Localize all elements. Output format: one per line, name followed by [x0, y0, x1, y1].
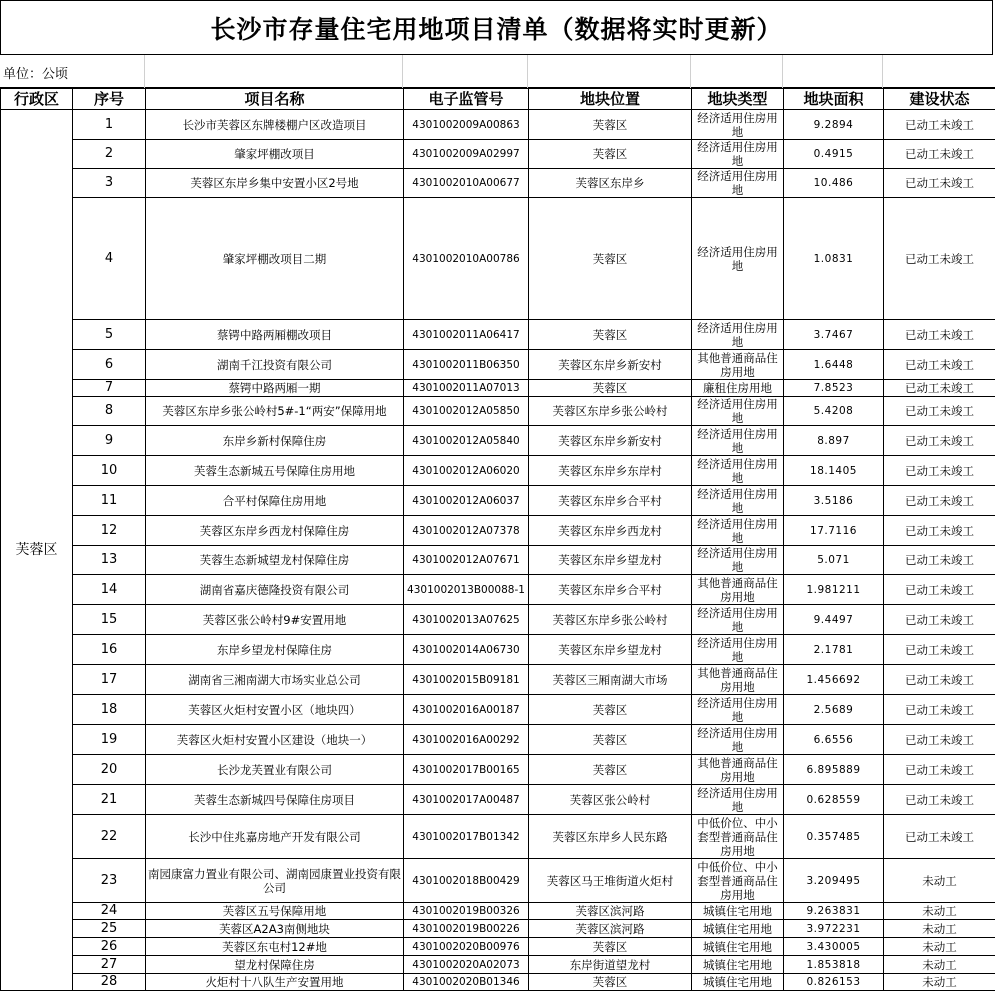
location-cell: 芙蓉区东岸乡新安村 [529, 350, 692, 380]
supervision-id-cell: 4301002018B00429 [404, 859, 529, 903]
project-name-cell: 芙蓉生态新城四号保障住房项目 [146, 785, 404, 815]
row-number: 17 [73, 665, 146, 695]
row-number: 6 [73, 350, 146, 380]
project-name-cell: 芙蓉区东岸乡集中安置小区2号地 [146, 169, 404, 198]
land-type-cell: 中低价位、中小套型普通商品住房用地 [692, 859, 784, 903]
location-cell: 芙蓉区东岸乡西龙村 [529, 516, 692, 546]
location-cell: 芙蓉区 [529, 725, 692, 755]
row-number: 27 [73, 956, 146, 974]
project-name-cell: 芙蓉区东岸乡西龙村保障住房 [146, 516, 404, 546]
table-row [1, 350, 995, 380]
header-number: 序号 [73, 89, 146, 110]
table-row [1, 110, 995, 140]
status-cell: 已动工未竣工 [884, 725, 995, 755]
table-row [1, 815, 995, 859]
land-area-cell: 5.071 [784, 546, 884, 575]
status-cell: 已动工未竣工 [884, 486, 995, 516]
header-location: 地块位置 [529, 89, 692, 110]
location-cell: 东岸街道望龙村 [529, 956, 692, 974]
supervision-id-cell: 4301002009A00863 [404, 110, 529, 140]
row-number: 25 [73, 920, 146, 938]
supervision-id-cell: 4301002019B00226 [404, 920, 529, 938]
supervision-id-cell: 4301002020B01346 [404, 974, 529, 991]
location-cell: 芙蓉区 [529, 380, 692, 397]
land-area-cell: 8.897 [784, 426, 884, 456]
land-type-cell: 经济适用住房用地 [692, 635, 784, 665]
row-number: 9 [73, 426, 146, 456]
land-type-cell: 经济适用住房用地 [692, 456, 784, 486]
table-row [1, 938, 995, 956]
location-cell: 芙蓉区 [529, 198, 692, 320]
table-row [1, 320, 995, 350]
location-cell: 芙蓉区东岸乡张公岭村 [529, 397, 692, 426]
unit-label: 单位：公顷 [3, 67, 69, 82]
project-name-cell: 芙蓉区东屯村12#地 [146, 938, 404, 956]
project-name-cell: 合平村保障住房用地 [146, 486, 404, 516]
land-area-cell: 9.4497 [784, 605, 884, 635]
table-row [1, 426, 995, 456]
land-type-cell: 经济适用住房用地 [692, 695, 784, 725]
table-row [1, 665, 995, 695]
land-type-cell: 城镇住宅用地 [692, 974, 784, 991]
location-cell: 芙蓉区东岸乡 [529, 169, 692, 198]
land-area-cell: 3.7467 [784, 320, 884, 350]
row-number: 8 [73, 397, 146, 426]
row-number: 22 [73, 815, 146, 859]
land-type-cell: 其他普通商品住房用地 [692, 575, 784, 605]
land-area-cell: 0.357485 [784, 815, 884, 859]
supervision-id-cell: 4301002013A07625 [404, 605, 529, 635]
land-type-cell: 经济适用住房用地 [692, 320, 784, 350]
status-cell: 未动工 [884, 903, 995, 920]
project-name-cell: 芙蓉生态新城望龙村保障住房 [146, 546, 404, 575]
row-number: 23 [73, 859, 146, 903]
land-type-cell: 经济适用住房用地 [692, 486, 784, 516]
land-area-cell: 1.6448 [784, 350, 884, 380]
location-cell: 芙蓉区 [529, 110, 692, 140]
table-row [1, 605, 995, 635]
land-area-cell: 2.1781 [784, 635, 884, 665]
land-type-cell: 城镇住宅用地 [692, 920, 784, 938]
project-name-cell: 南园康富力置业有限公司、湖南园康置业投资有限公司 [146, 859, 404, 903]
row-number: 16 [73, 635, 146, 665]
land-area-cell: 1.853818 [784, 956, 884, 974]
location-cell: 芙蓉区东岸乡人民东路 [529, 815, 692, 859]
project-name-cell: 肇家坪棚改项目 [146, 140, 404, 169]
supervision-id-cell: 4301002016A00187 [404, 695, 529, 725]
table-row [1, 546, 995, 575]
status-cell: 已动工未竣工 [884, 665, 995, 695]
project-name-cell: 湖南省三湘南湖大市场实业总公司 [146, 665, 404, 695]
supervision-id-cell: 4301002015B09181 [404, 665, 529, 695]
land-type-cell: 经济适用住房用地 [692, 516, 784, 546]
row-number: 14 [73, 575, 146, 605]
header-land-type: 地块类型 [692, 89, 784, 110]
row-number: 2 [73, 140, 146, 169]
land-type-cell: 城镇住宅用地 [692, 938, 784, 956]
status-cell: 已动工未竣工 [884, 110, 995, 140]
project-name-cell: 火炬村十八队生产安置用地 [146, 974, 404, 991]
status-cell: 已动工未竣工 [884, 350, 995, 380]
sheet-title: 长沙市存量住宅用地项目清单（数据将实时更新） [0, 0, 993, 55]
table-row [1, 635, 995, 665]
row-number: 4 [73, 198, 146, 320]
row-number: 15 [73, 605, 146, 635]
land-area-cell: 0.826153 [784, 974, 884, 991]
project-name-cell: 长沙中住兆嘉房地产开发有限公司 [146, 815, 404, 859]
land-area-cell: 18.1405 [784, 456, 884, 486]
header-row [1, 89, 995, 110]
supervision-id-cell: 4301002010A00786 [404, 198, 529, 320]
status-cell: 已动工未竣工 [884, 380, 995, 397]
land-type-cell: 经济适用住房用地 [692, 546, 784, 575]
table-row [1, 575, 995, 605]
project-name-cell: 长沙市芙蓉区东牌楼棚户区改造项目 [146, 110, 404, 140]
land-area-cell: 3.972231 [784, 920, 884, 938]
supervision-id-cell: 4301002011B06350 [404, 350, 529, 380]
location-cell: 芙蓉区 [529, 755, 692, 785]
land-type-cell: 经济适用住房用地 [692, 397, 784, 426]
status-cell: 已动工未竣工 [884, 426, 995, 456]
table-row [1, 695, 995, 725]
location-cell: 芙蓉区 [529, 320, 692, 350]
supervision-id-cell: 4301002020A02073 [404, 956, 529, 974]
status-cell: 已动工未竣工 [884, 397, 995, 426]
table-row [1, 380, 995, 397]
header-district: 行政区 [1, 89, 73, 110]
table-row [1, 859, 995, 903]
land-area-cell: 6.895889 [784, 755, 884, 785]
supervision-id-cell: 4301002013B00088-1 [404, 575, 529, 605]
land-type-cell: 其他普通商品住房用地 [692, 665, 784, 695]
land-type-cell: 经济适用住房用地 [692, 426, 784, 456]
supervision-id-cell: 4301002011A06417 [404, 320, 529, 350]
supervision-id-cell: 4301002012A06037 [404, 486, 529, 516]
land-type-cell: 经济适用住房用地 [692, 110, 784, 140]
location-cell: 芙蓉区滨河路 [529, 920, 692, 938]
status-cell: 已动工未竣工 [884, 815, 995, 859]
table-row [1, 516, 995, 546]
status-cell: 已动工未竣工 [884, 695, 995, 725]
supervision-id-cell: 4301002017B01342 [404, 815, 529, 859]
row-number: 1 [73, 110, 146, 140]
table-body [1, 110, 995, 991]
land-area-cell: 3.430005 [784, 938, 884, 956]
land-area-cell: 0.628559 [784, 785, 884, 815]
location-cell: 芙蓉区 [529, 140, 692, 169]
row-number: 21 [73, 785, 146, 815]
row-number: 19 [73, 725, 146, 755]
land-type-cell: 其他普通商品住房用地 [692, 350, 784, 380]
table-row [1, 140, 995, 169]
row-number: 20 [73, 755, 146, 785]
land-type-cell: 经济适用住房用地 [692, 169, 784, 198]
land-area-cell: 17.7116 [784, 516, 884, 546]
status-cell: 未动工 [884, 956, 995, 974]
status-cell: 未动工 [884, 859, 995, 903]
project-name-cell: 芙蓉生态新城五号保障住房用地 [146, 456, 404, 486]
land-area-cell: 1.456692 [784, 665, 884, 695]
location-cell: 芙蓉区 [529, 974, 692, 991]
project-name-cell: 芙蓉区火炬村安置小区（地块四） [146, 695, 404, 725]
project-name-cell: 东岸乡新村保障住房 [146, 426, 404, 456]
location-cell: 芙蓉区 [529, 695, 692, 725]
supervision-id-cell: 4301002016A00292 [404, 725, 529, 755]
status-cell: 已动工未竣工 [884, 546, 995, 575]
land-type-cell: 经济适用住房用地 [692, 140, 784, 169]
location-cell: 芙蓉区东岸乡张公岭村 [529, 605, 692, 635]
row-number: 11 [73, 486, 146, 516]
project-name-cell: 蔡锷中路两厢一期 [146, 380, 404, 397]
land-type-cell: 其他普通商品住房用地 [692, 755, 784, 785]
land-area-cell: 10.486 [784, 169, 884, 198]
table-row [1, 725, 995, 755]
supervision-id-cell: 4301002010A00677 [404, 169, 529, 198]
supervision-id-cell: 4301002014A06730 [404, 635, 529, 665]
table-row [1, 198, 995, 320]
location-cell: 芙蓉区 [529, 938, 692, 956]
land-area-cell: 2.5689 [784, 695, 884, 725]
supervision-id-cell: 4301002009A02997 [404, 140, 529, 169]
land-area-cell: 3.5186 [784, 486, 884, 516]
project-name-cell: 湖南省嘉庆德隆投资有限公司 [146, 575, 404, 605]
status-cell: 已动工未竣工 [884, 575, 995, 605]
district-cell: 芙蓉区 [1, 110, 73, 991]
land-area-cell: 3.209495 [784, 859, 884, 903]
header-project-name: 项目名称 [146, 89, 404, 110]
supervision-id-cell: 4301002012A05850 [404, 397, 529, 426]
row-number: 26 [73, 938, 146, 956]
location-cell: 芙蓉区马王堆街道火炬村 [529, 859, 692, 903]
table-row [1, 785, 995, 815]
row-number: 12 [73, 516, 146, 546]
land-area-cell: 1.0831 [784, 198, 884, 320]
row-number: 24 [73, 903, 146, 920]
table-row [1, 755, 995, 785]
status-cell: 已动工未竣工 [884, 169, 995, 198]
project-name-cell: 芙蓉区东岸乡张公岭村5#-1“两安”保障用地 [146, 397, 404, 426]
status-cell: 未动工 [884, 974, 995, 991]
status-cell: 未动工 [884, 938, 995, 956]
table-row [1, 397, 995, 426]
location-cell: 芙蓉区东岸乡合平村 [529, 575, 692, 605]
location-cell: 芙蓉区东岸乡望龙村 [529, 635, 692, 665]
location-cell: 芙蓉区张公岭村 [529, 785, 692, 815]
row-number: 3 [73, 169, 146, 198]
table-row [1, 456, 995, 486]
table-row [1, 169, 995, 198]
row-number: 7 [73, 380, 146, 397]
project-name-cell: 芙蓉区火炬村安置小区建设（地块一） [146, 725, 404, 755]
land-area-cell: 9.263831 [784, 903, 884, 920]
row-number: 13 [73, 546, 146, 575]
land-area-cell: 6.6556 [784, 725, 884, 755]
land-area-cell: 5.4208 [784, 397, 884, 426]
header-status: 建设状态 [884, 89, 995, 110]
row-number: 18 [73, 695, 146, 725]
project-name-cell: 长沙龙芙置业有限公司 [146, 755, 404, 785]
table-row [1, 974, 995, 991]
supervision-id-cell: 4301002012A07378 [404, 516, 529, 546]
project-name-cell: 芙蓉区张公岭村9#安置用地 [146, 605, 404, 635]
table-row [1, 486, 995, 516]
land-area-cell: 0.4915 [784, 140, 884, 169]
supervision-id-cell: 4301002019B00326 [404, 903, 529, 920]
supervision-id-cell: 4301002012A05840 [404, 426, 529, 456]
land-table [0, 88, 995, 991]
location-cell: 芙蓉区三厢南湖大市场 [529, 665, 692, 695]
location-cell: 芙蓉区东岸乡东岸村 [529, 456, 692, 486]
status-cell: 已动工未竣工 [884, 755, 995, 785]
project-name-cell: 蔡锷中路两厢棚改项目 [146, 320, 404, 350]
location-cell: 芙蓉区东岸乡望龙村 [529, 546, 692, 575]
land-area-cell: 1.981211 [784, 575, 884, 605]
status-cell: 已动工未竣工 [884, 198, 995, 320]
supervision-id-cell: 4301002017A00487 [404, 785, 529, 815]
status-cell: 已动工未竣工 [884, 516, 995, 546]
location-cell: 芙蓉区东岸乡合平村 [529, 486, 692, 516]
status-cell: 已动工未竣工 [884, 605, 995, 635]
land-area-cell: 9.2894 [784, 110, 884, 140]
project-name-cell: 肇家坪棚改项目二期 [146, 198, 404, 320]
status-cell: 已动工未竣工 [884, 456, 995, 486]
unit-row [0, 55, 995, 88]
location-cell: 芙蓉区滨河路 [529, 903, 692, 920]
table-row [1, 956, 995, 974]
status-cell: 已动工未竣工 [884, 635, 995, 665]
project-name-cell: 芙蓉区五号保障用地 [146, 903, 404, 920]
supervision-id-cell: 4301002012A07671 [404, 546, 529, 575]
table-row [1, 903, 995, 920]
project-name-cell: 东岸乡望龙村保障住房 [146, 635, 404, 665]
table-row [1, 920, 995, 938]
supervision-id-cell: 4301002020B00976 [404, 938, 529, 956]
project-name-cell: 湖南千江投资有限公司 [146, 350, 404, 380]
supervision-id-cell: 4301002012A06020 [404, 456, 529, 486]
land-type-cell: 经济适用住房用地 [692, 725, 784, 755]
project-name-cell: 芙蓉区A2A3南侧地块 [146, 920, 404, 938]
status-cell: 已动工未竣工 [884, 785, 995, 815]
land-type-cell: 经济适用住房用地 [692, 605, 784, 635]
land-type-cell: 中低价位、中小套型普通商品住房用地 [692, 815, 784, 859]
land-type-cell: 城镇住宅用地 [692, 903, 784, 920]
supervision-id-cell: 4301002017B00165 [404, 755, 529, 785]
land-type-cell: 经济适用住房用地 [692, 198, 784, 320]
land-type-cell: 经济适用住房用地 [692, 785, 784, 815]
supervision-id-cell: 4301002011A07013 [404, 380, 529, 397]
header-land-area: 地块面积 [784, 89, 884, 110]
row-number: 10 [73, 456, 146, 486]
land-area-cell: 7.8523 [784, 380, 884, 397]
land-type-cell: 城镇住宅用地 [692, 956, 784, 974]
row-number: 5 [73, 320, 146, 350]
status-cell: 已动工未竣工 [884, 320, 995, 350]
project-name-cell: 望龙村保障住房 [146, 956, 404, 974]
location-cell: 芙蓉区东岸乡新安村 [529, 426, 692, 456]
status-cell: 已动工未竣工 [884, 140, 995, 169]
status-cell: 未动工 [884, 920, 995, 938]
row-number: 28 [73, 974, 146, 991]
header-supervision-id: 电子监管号 [404, 89, 529, 110]
land-type-cell: 廉租住房用地 [692, 380, 784, 397]
